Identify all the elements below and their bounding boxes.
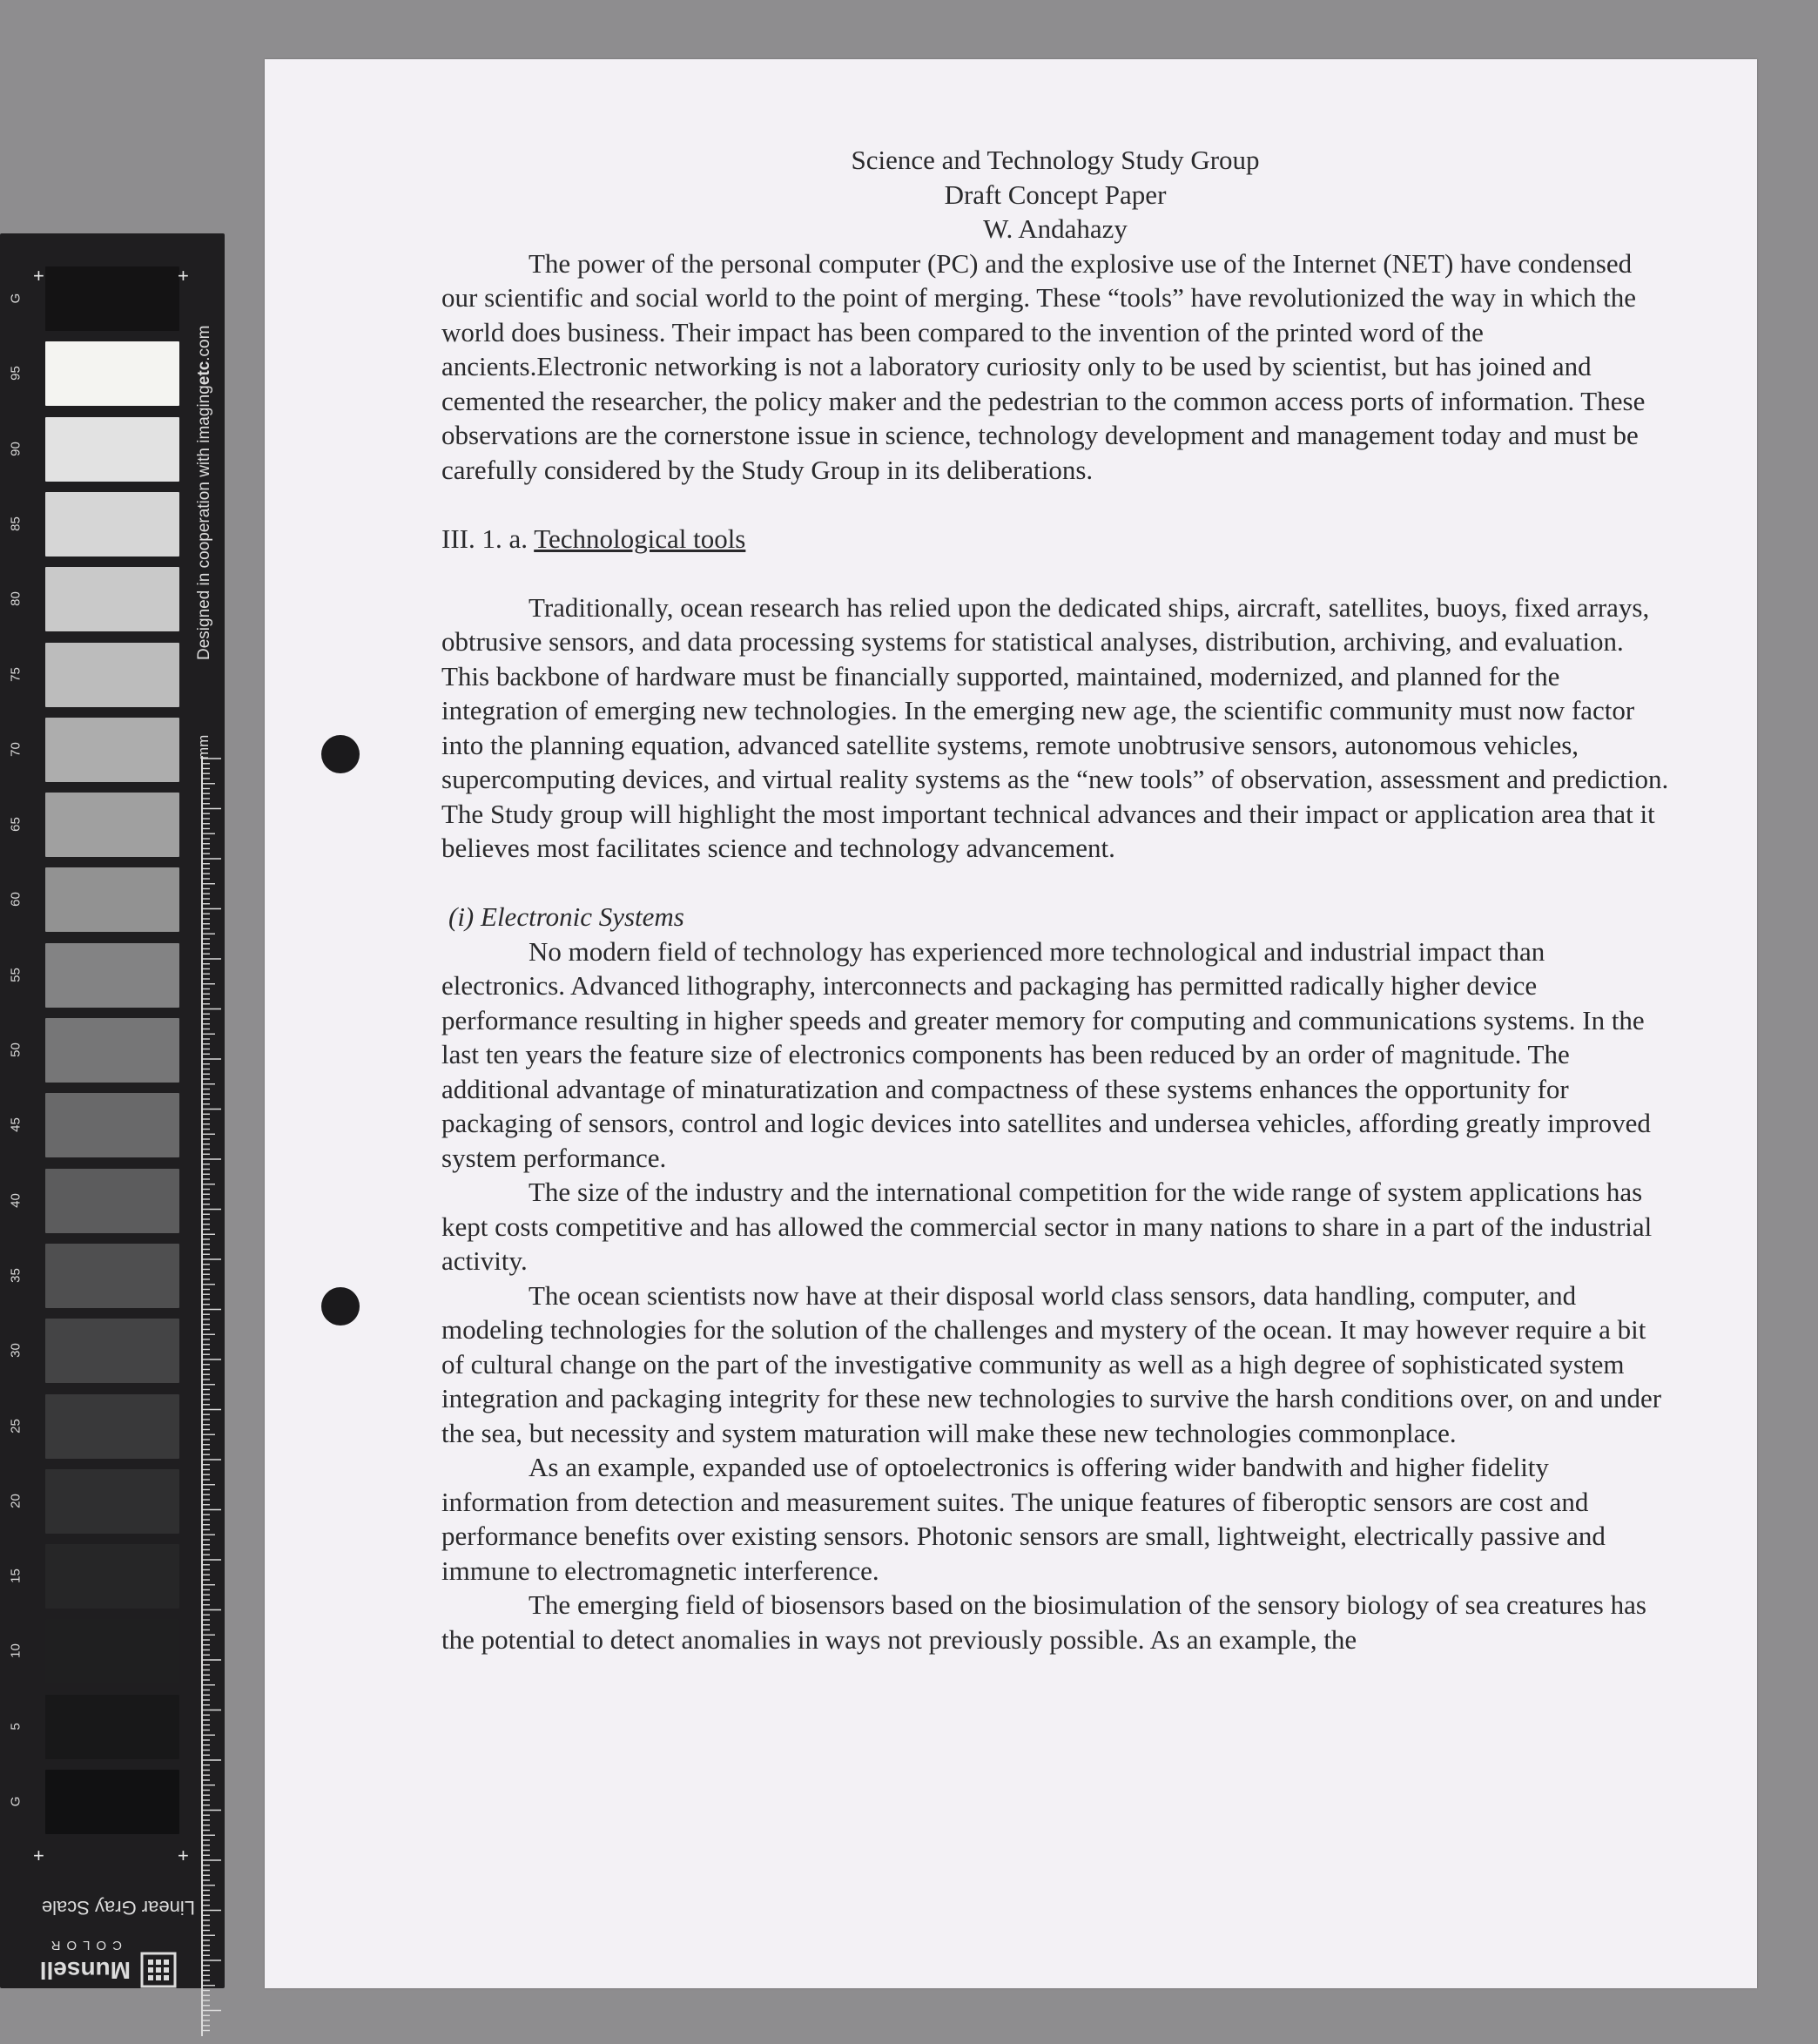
registration-mark: + (178, 265, 189, 287)
card-vertical-caption (195, 326, 214, 660)
section-heading (441, 522, 1669, 557)
section-title: Technological tools (534, 523, 746, 554)
caption-tail: .com (195, 325, 213, 361)
munsell-color-subtext: COLOR (44, 1938, 122, 1953)
spacer (441, 556, 1669, 590)
header-group-name: Science and Technology Study Group (851, 145, 1260, 175)
gray-patch (45, 867, 179, 932)
gray-patch-label: 40 (8, 1192, 24, 1208)
section-number: III. 1. a. (441, 523, 528, 554)
gray-patch-label: 20 (8, 1493, 24, 1508)
electronics-paragraph-2: The size of the industry and the international competition for the wide range of system applications has kept costs competitive and has allowed the commercial sector in many nations to share in a part of the industrial activity. (441, 1177, 1653, 1276)
gray-patch-label: 30 (8, 1343, 24, 1359)
gray-patch-label: 45 (8, 1117, 24, 1133)
gray-patch-label: 60 (8, 892, 24, 907)
registration-mark: + (178, 1845, 189, 1866)
gray-patch (45, 1544, 179, 1609)
gray-patch-label: 85 (8, 516, 24, 531)
gray-patch-label: 5 (8, 1723, 24, 1730)
document-body (441, 143, 1669, 1656)
header-author: W. Andahazy (983, 213, 1128, 244)
munsell-brand-text: Munsell (39, 1957, 131, 1984)
registration-mark: + (33, 265, 44, 287)
intro-paragraph: The power of the personal computer (PC) and the explosive use of the Internet (NET) have condensed our scientific and social world to the point of merging. These “tools” have revolutionized the way in which the world does business. Their impact has been compared to the invention of the printed word of the ancients.Electronic networking is not a laboratory curiosity only to be used by scientist, but has joined and cemented the researcher, the policy maker and the pedestrian to the common access ports of information. These observations are the cornerstone issue in science, technology development and management today and must be carefully considered by the Study Group in its deliberations. (441, 247, 1646, 485)
electronics-paragraph-1: No modern field of technology has experienced more technological and industrial impact than electronics. Advanced lithography, interconnects and packaging has permitted radically higher device performance resulting in higher speeds and greater memory for computing and communications systems. In the last ten years the feature size of electronics components has been reduced by an order of magnitude. The additional advantage of minaturatization and compactness of these systems enhances the opportunity for packaging of sensors, control and logic devices into satellites and undersea vehicles, affording greatly improved system performance. (441, 935, 1651, 1173)
gray-patch (45, 1770, 179, 1834)
gray-patch (45, 1319, 179, 1383)
gray-patch (45, 643, 179, 707)
gray-patch (45, 793, 179, 857)
millimeter-ruler (200, 756, 223, 2036)
gray-patch-label: 35 (8, 1268, 24, 1283)
punch-hole (321, 1287, 360, 1326)
gray-patch (45, 1018, 179, 1083)
gray-patch (45, 943, 179, 1008)
caption-text: Designed in cooperation with imaging (195, 385, 213, 660)
gray-patch-label: 65 (8, 817, 24, 832)
gray-patch (45, 341, 179, 406)
document-page (265, 59, 1757, 1988)
subsection-title: (i) Electronic Systems (448, 901, 684, 932)
gray-patch (45, 1695, 179, 1759)
gray-patch (45, 1093, 179, 1157)
gray-patch (45, 1469, 179, 1534)
gray-patch-label: 70 (8, 741, 24, 757)
section-paragraph: Traditionally, ocean research has relied upon the dedicated ships, aircraft, satellites, buoys, fixed arrays, obtrusive sensors, and data processing systems for statistical analyses, distribution, archiving, and evaluation. This backbone of hardware must be financially supported, maintained, modernized, and planned for the integration of emerging new technologies. In the emerging new age, the scientific community must now factor into the planning equation, advanced satellite systems, remote unobtrusive sensors, autonomous vehicles, supercomputing devices, and virtual reality systems as the “new tools” of observation, assessment and prediction. The Study group will highlight the most important technical advances and their impact or application area that it believes most facilitates science and technology advancement. (441, 591, 1669, 863)
gray-patch-label: 50 (8, 1042, 24, 1057)
gray-patch (45, 567, 179, 631)
gray-patch-label: G (8, 1796, 24, 1807)
gray-patch (45, 718, 179, 782)
spacer (441, 487, 1669, 522)
gray-patch (45, 266, 179, 331)
gray-patch-label: 80 (8, 591, 24, 607)
gray-patch-label: 90 (8, 441, 24, 456)
caption-bold: etc (195, 361, 213, 386)
gray-patch (45, 417, 179, 482)
munsell-logo-icon (139, 1951, 178, 1989)
electronics-paragraph-3: The ocean scientists now have at their disposal world class sensors, data handling, computer, and modeling technologies for the solution of the challenges and mystery of the ocean. It may however require a bit of cultural change on the part of the investigative community as well as a high degree of sophisticated system integration and packaging integrity for these new technologies to survive the harsh conditions over, on and under the sea, but necessity and system maturation will make these new technologies commonplace. (441, 1279, 1662, 1448)
gray-patch-label: 95 (8, 366, 24, 381)
gray-patch (45, 1619, 179, 1683)
spacer (441, 866, 1669, 901)
gray-patch-label: G (8, 293, 24, 304)
gray-patch-label: 55 (8, 967, 24, 982)
gray-scale-card (0, 233, 225, 1988)
gray-patch-label: 10 (8, 1643, 24, 1659)
mm-label: mm (195, 734, 212, 759)
gray-patch-label: 75 (8, 666, 24, 682)
gray-patch (45, 492, 179, 557)
electronics-paragraph-4: As an example, expanded use of optoelectronics is offering wider bandwith and higher fidelity information from detection and measurement suites. The unique features of fiberoptic sensors are cost and performance benefits over existing sensors. Photonic sensors are small, lightweight, electrically passive and immune to electromagnetic interference. (441, 1452, 1606, 1586)
registration-mark: + (33, 1845, 44, 1866)
header-paper-type: Draft Concept Paper (944, 179, 1167, 210)
gray-patch (45, 1394, 179, 1459)
electronics-paragraph-5: The emerging field of biosensors based on the biosimulation of the sensory biology of sea creatures has the potential to detect anomalies in ways not previously possible. As an example, the (441, 1589, 1646, 1655)
gray-patch (45, 1169, 179, 1233)
gray-patch (45, 1244, 179, 1308)
linear-gray-scale-label: Linear Gray Scale (41, 1897, 195, 1919)
gray-patch-label: 25 (8, 1418, 24, 1433)
punch-hole (321, 735, 360, 773)
gray-patch-label: 15 (8, 1568, 24, 1583)
